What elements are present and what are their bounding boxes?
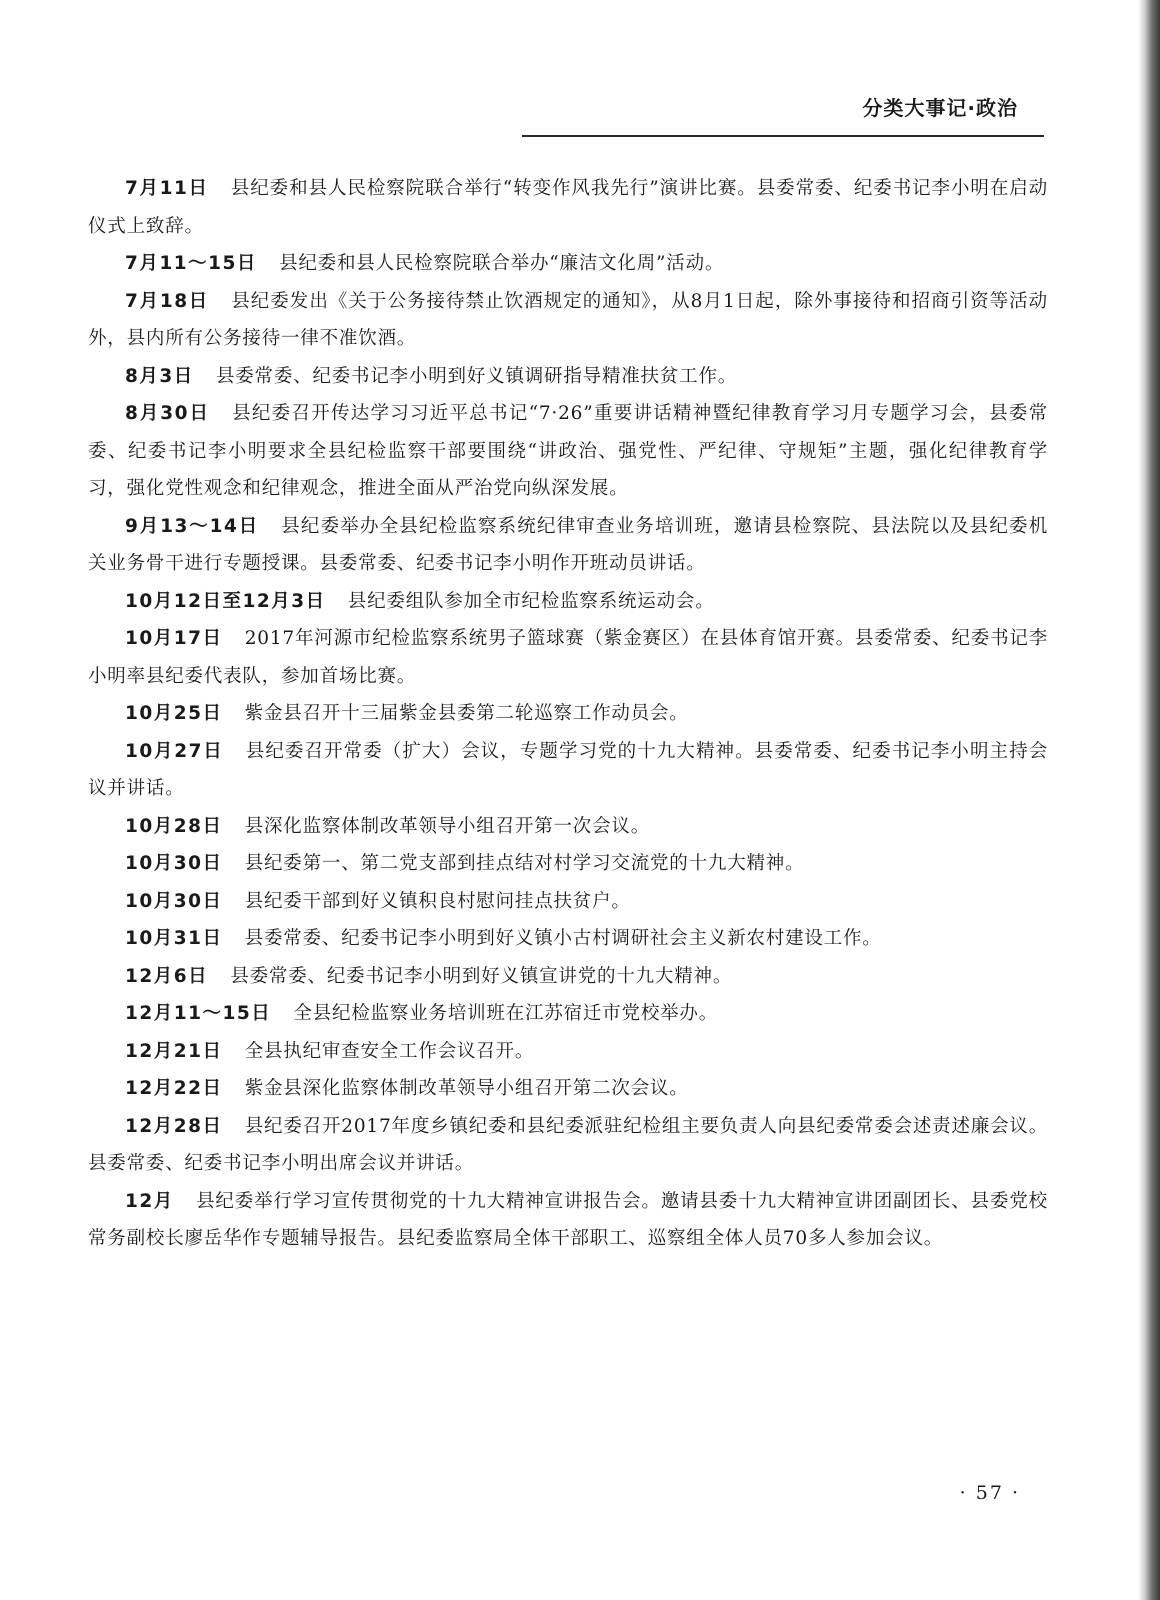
entry-date: 7月11日 bbox=[125, 178, 209, 199]
entry-date: 12月21日 bbox=[125, 1040, 223, 1062]
chronicle-entry bbox=[88, 1033, 1048, 1071]
entry-date: 10月17日 bbox=[125, 628, 223, 649]
chronicle-entry bbox=[88, 358, 1048, 396]
chronicle-entry bbox=[88, 958, 1048, 996]
entry-text: 县纪委组队参加全市纪检监察系统运动会。 bbox=[347, 590, 715, 612]
entry-date: 10月25日 bbox=[125, 703, 223, 724]
entry-text: 紫金县深化监察体制改革领导小组召开第二次会议。 bbox=[244, 1078, 689, 1099]
entry-text: 全县纪检监察业务培训班在江苏宿迁市党校举办。 bbox=[293, 1003, 719, 1024]
chronicle-entry bbox=[88, 583, 1048, 621]
running-head: 分类大事记·政治 bbox=[862, 96, 1018, 120]
scan-page-edge bbox=[1138, 0, 1160, 1600]
chronicle-entry bbox=[88, 808, 1048, 846]
entry-date: 12月6日 bbox=[125, 965, 209, 987]
entry-date: 10月30日 bbox=[125, 853, 223, 874]
chronicle-entry bbox=[88, 395, 1048, 508]
entry-text: 县深化监察体制改革领导小组召开第一次会议。 bbox=[244, 815, 650, 837]
chronicle-entry bbox=[88, 1183, 1048, 1258]
entry-date: 7月18日 bbox=[125, 290, 210, 312]
chronicle-entry bbox=[88, 170, 1048, 245]
entry-date: 10月27日 bbox=[125, 740, 224, 762]
entry-text: 县纪委干部到好义镇积良村慰问挂点扶贫户。 bbox=[244, 890, 631, 912]
entry-text: 县纪委举行学习宣传贯彻党的十九大精神宣讲报告会。邀请县委十九大精神宣讲团副团长、县委党校常务副校长廖岳华作专题辅导报告。县纪委监察局全体干部职工、巡察组全体人员70多人参加会议。 bbox=[88, 1190, 1048, 1249]
entry-text: 全县执纪审查安全工作会议召开。 bbox=[244, 1040, 535, 1062]
entry-text: 县纪委第一、第二党支部到挂点结对村学习交流党的十九大精神。 bbox=[244, 853, 805, 874]
entry-date: 10月28日 bbox=[125, 815, 223, 837]
entry-date: 10月31日 bbox=[125, 928, 223, 949]
chronicle-entry bbox=[88, 1070, 1048, 1108]
entry-date: 12月11～15日 bbox=[125, 1003, 272, 1024]
entry-text: 县纪委召开传达学习习近平总书记“7·26”重要讲话精神暨纪律教育学习月专题学习会，县委常委、纪委书记李小明要求全县纪检监察干部要围绕“讲政治、强党性、严纪律、守规矩”主题，强化纪律教育学习，强化党性观念和纪律观念，推进全面从严治党向纵深发展。 bbox=[88, 403, 1048, 499]
entry-date: 12月 bbox=[125, 1190, 174, 1212]
entry-date: 12月28日 bbox=[125, 1115, 223, 1137]
chronicle-entry bbox=[88, 695, 1048, 733]
entry-text: 紫金县召开十三届紫金县委第二轮巡察工作动员会。 bbox=[244, 703, 689, 724]
chronicle-entry bbox=[88, 620, 1048, 695]
entry-text: 县纪委和县人民检察院联合举办“廉洁文化周”活动。 bbox=[279, 253, 725, 274]
chronicle-entry bbox=[88, 995, 1048, 1033]
chronicle-entry bbox=[88, 1108, 1048, 1183]
chronicle-entry bbox=[88, 508, 1048, 583]
entry-date: 7月11～15日 bbox=[125, 253, 257, 274]
entry-date: 8月3日 bbox=[125, 365, 194, 387]
entry-text: 县委常委、纪委书记李小明到好义镇小古村调研社会主义新农村建设工作。 bbox=[244, 928, 882, 949]
chronicle-entry bbox=[88, 733, 1048, 808]
entry-text: 县纪委召开常委（扩大）会议，专题学习党的十九大精神。县委常委、纪委书记李小明主持会议并讲话。 bbox=[88, 740, 1048, 799]
entry-text: 县委常委、纪委书记李小明到好义镇调研指导精准扶贫工作。 bbox=[215, 365, 738, 387]
entry-date: 9月13～14日 bbox=[125, 515, 260, 537]
chronicle-body bbox=[88, 170, 1048, 1258]
entry-date: 10月30日 bbox=[125, 890, 223, 912]
header-rule bbox=[522, 135, 1044, 137]
entry-text: 县纪委发出《关于公务接待禁止饮酒规定的通知》，从8月1日起，除外事接待和招商引资等活动外，县内所有公务接待一律不准饮酒。 bbox=[88, 290, 1048, 349]
entry-date: 12月22日 bbox=[125, 1078, 223, 1099]
entry-text: 2017年河源市纪检监察系统男子篮球赛（紫金赛区）在县体育馆开赛。县委常委、纪委书记李小明率县纪委代表队，参加首场比赛。 bbox=[88, 628, 1049, 687]
entry-text: 县纪委召开2017年度乡镇纪委和县纪委派驻纪检组主要负责人向县纪委常委会述责述廉会议。县委常委、纪委书记李小明出席会议并讲话。 bbox=[88, 1115, 1049, 1174]
entry-date: 10月12日至12月3日 bbox=[125, 590, 326, 612]
entry-text: 县纪委举办全县纪检监察系统纪律审查业务培训班，邀请县检察院、县法院以及县纪委机关业务骨干进行专题授课。县委常委、纪委书记李小明作开班动员讲话。 bbox=[88, 515, 1048, 574]
entry-text: 县纪委和县人民检察院联合举行“转变作风我先行”演讲比赛。县委常委、纪委书记李小明在启动仪式上致辞。 bbox=[88, 178, 1048, 237]
entry-date: 8月30日 bbox=[125, 403, 210, 424]
page-number: · 57 · bbox=[959, 1482, 1020, 1504]
chronicle-entry bbox=[88, 845, 1048, 883]
chronicle-entry bbox=[88, 283, 1048, 358]
chronicle-entry bbox=[88, 245, 1048, 283]
chronicle-entry bbox=[88, 883, 1048, 921]
chronicle-entry bbox=[88, 920, 1048, 958]
entry-text: 县委常委、纪委书记李小明到好义镇宣讲党的十九大精神。 bbox=[230, 965, 733, 987]
